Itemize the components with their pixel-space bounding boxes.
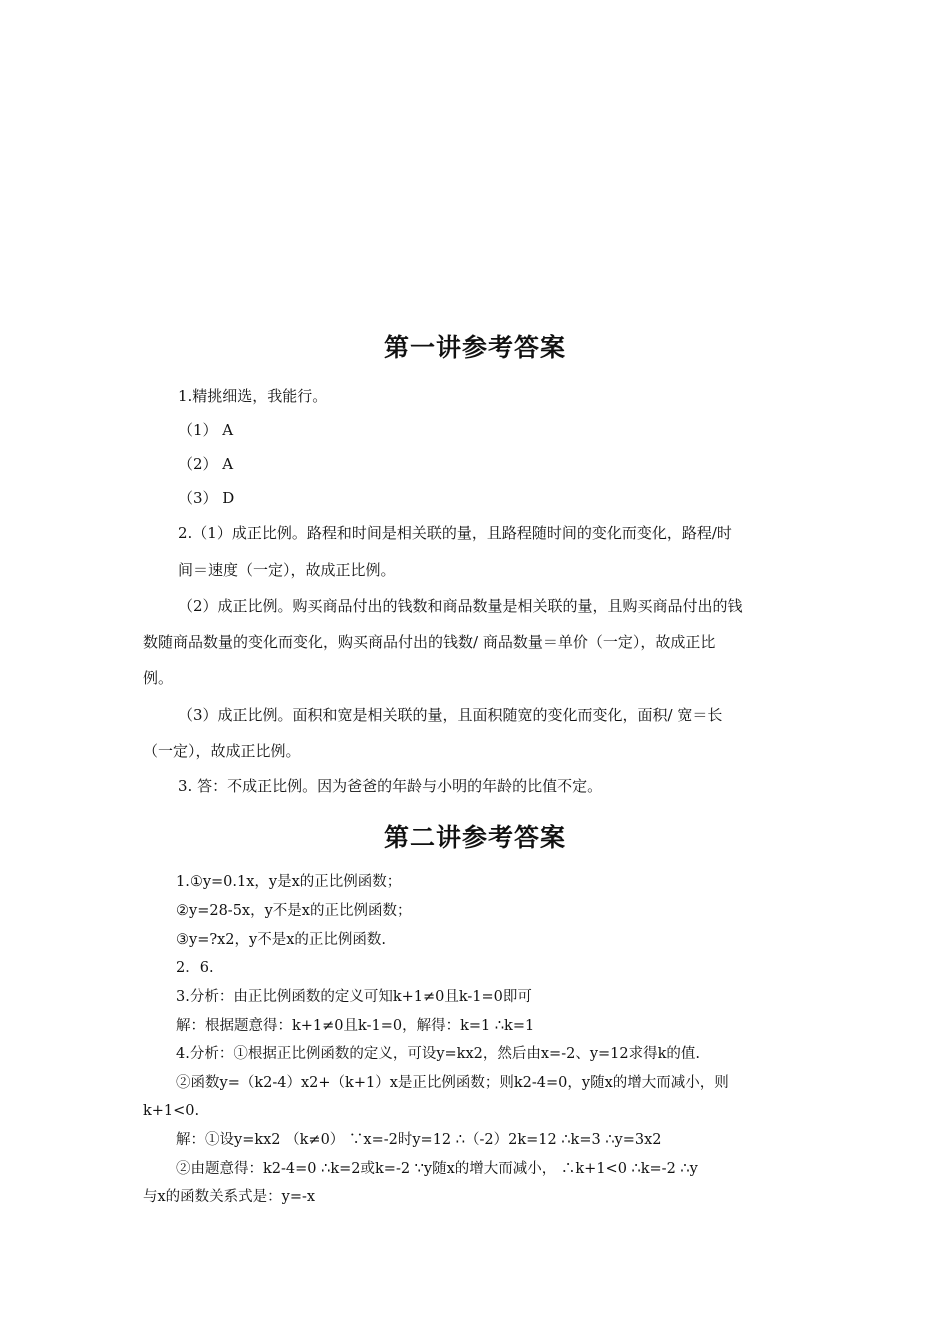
section-2-title: 第二讲参考答案 xyxy=(383,823,566,852)
s2-line-12: 与x的函数关系式是：y=-x xyxy=(143,1189,316,1205)
s2-line-10: 解：①设y=kx2 （k≠0） ∵x=-2时y=12 ∴（-2）2k=12 ∴k=3 ∴y=3x2 xyxy=(176,1132,662,1148)
s2-line-6: 解：根据题意得：k+1≠0且k-1=0，解得：k=1 ∴k=1 xyxy=(176,1018,535,1034)
s2-line-3: ③y=?x2，y不是x的正比例函数. xyxy=(176,932,386,948)
s2-line-2: ②y=28-5x，y不是x的正比例函数； xyxy=(176,903,412,919)
s1-line-5: 2.（1）成正比例。路程和时间是相关联的量，且路程随时间的变化而变化，路程/时 xyxy=(178,524,732,542)
s1-line-2: （1） A xyxy=(178,421,234,439)
s1-line-12: 3. 答：不成正比例。因为爸爸的年龄与小明的年龄的比值不定。 xyxy=(178,777,603,795)
s1-line-7: （2）成正比例。购买商品付出的钱数和商品数量是相关联的量，且购买商品付出的钱 xyxy=(178,597,743,615)
s1-line-3: （2） A xyxy=(178,455,234,473)
s2-line-11: ②由题意得：k2-4=0 ∴k=2或k=-2 ∵y随x的增大而减小， ∴k+1<0 ∴k=-2 ∴y xyxy=(176,1161,698,1177)
s1-line-11: （一定），故成正比例。 xyxy=(143,742,301,760)
s2-line-5: 3.分析：由正比例函数的定义可知k+1≠0且k-1=0即可 xyxy=(176,989,532,1005)
s2-line-1: 1.①y=0.1x，y是x的正比例函数； xyxy=(176,874,402,890)
s2-line-4: 2．6. xyxy=(176,960,214,976)
s1-line-4: （3） D xyxy=(178,489,235,507)
s2-line-7: 4.分析：①根据正比例函数的定义，可设y=kx2，然后由x=-2、y=12求得k的值. xyxy=(176,1046,701,1062)
s2-line-9: k+1<0. xyxy=(143,1103,200,1119)
s1-line-1: 1.精挑细选，我能行。 xyxy=(178,387,328,405)
s1-line-10: （3）成正比例。面积和宽是相关联的量，且面积随宽的变化而变化，面积/ 宽＝长 xyxy=(178,706,723,724)
s1-line-9: 例。 xyxy=(143,669,174,687)
s1-line-6: 间＝速度（一定），故成正比例。 xyxy=(178,561,396,579)
s2-line-8: ②函数y=（k2-4）x2+（k+1）x是正比例函数；则k2-4=0，y随x的增大而减小，则 xyxy=(176,1075,729,1091)
s1-line-8: 数随商品数量的变化而变化，购买商品付出的钱数/ 商品数量＝单价（一定），故成正比 xyxy=(143,633,716,651)
section-1-title: 第一讲参考答案 xyxy=(383,333,566,362)
